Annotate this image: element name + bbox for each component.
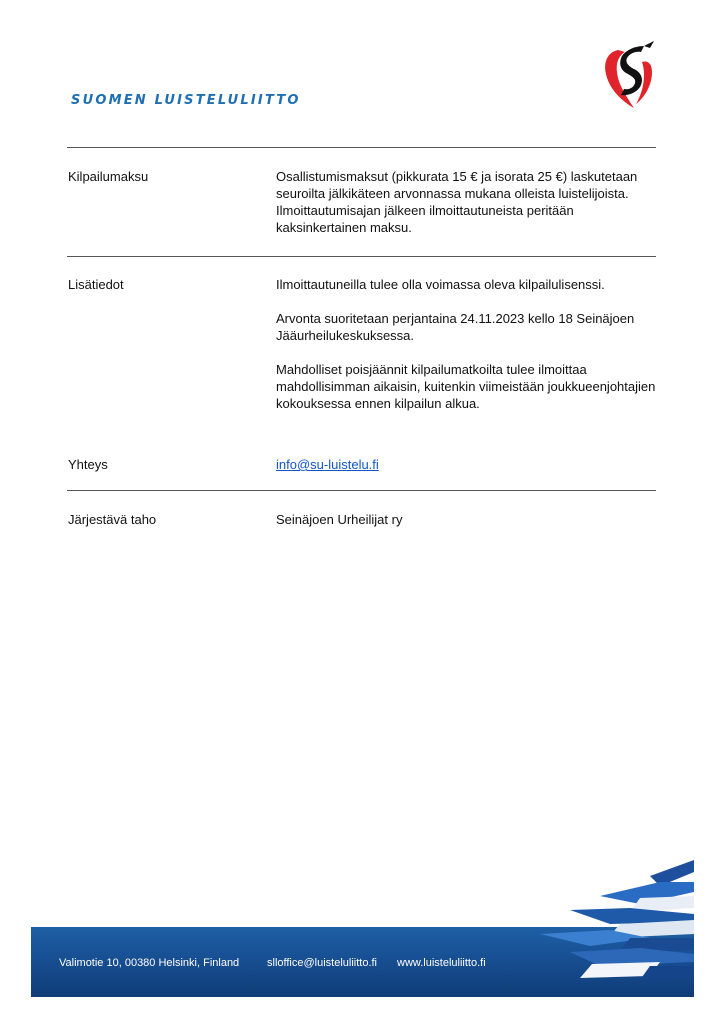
fee-label: Kilpailumaksu (68, 169, 149, 184)
footer-website[interactable]: www.luisteluliitto.fi (397, 957, 486, 969)
footer-stripes-decoration (500, 858, 700, 998)
divider-fee (67, 256, 656, 257)
fee-text: Osallistumismaksut (pikkurata 15 € ja isorata 25 €) laskutetaan seuroilta jälkikäteen arvonnassa mukana olleista luistelijoista. Ilmoittautumisajan jälkeen ilmoittautuneista peritään kaksinkertainen maksu. (276, 169, 638, 235)
draw-text: Arvonta suoritetaan perjantaina 24.11.2023 kello 18 Seinäjoen Jääurheilukeskuksessa. (276, 311, 635, 343)
info-label: Lisätiedot (68, 277, 124, 292)
divider-contact (67, 490, 656, 491)
license-text: Ilmoittautuneilla tulee olla voimassa oleva kilpailulisenssi. (276, 277, 605, 292)
withdrawal-text: Mahdolliset poisjäännit kilpailumatkoilta tulee ilmoittaa mahdollisimman aikaisin, kuitenkin viimeistään joukkueenjohtajien kokouksessa ennen kilpailun alkua. (276, 362, 656, 411)
contact-value (276, 456, 666, 473)
footer-address: Valimotie 10, 00380 Helsinki, Finland (59, 957, 240, 969)
divider-top (67, 147, 656, 148)
footer-email[interactable]: slloffice@luisteluliitto.fi (267, 957, 378, 969)
org-name: SUOMEN LUISTELULIITTO (71, 93, 301, 108)
organizer-value: Seinäjoen Urheilijat ry (276, 512, 403, 527)
fee-value (276, 168, 666, 236)
info-value (276, 276, 666, 412)
skating-federation-logo-icon (598, 40, 658, 112)
contact-label: Yhteys (68, 457, 108, 472)
organizer-label: Järjestävä taho (68, 512, 157, 527)
contact-email-link[interactable]: info@su-luistelu.fi (276, 457, 379, 472)
